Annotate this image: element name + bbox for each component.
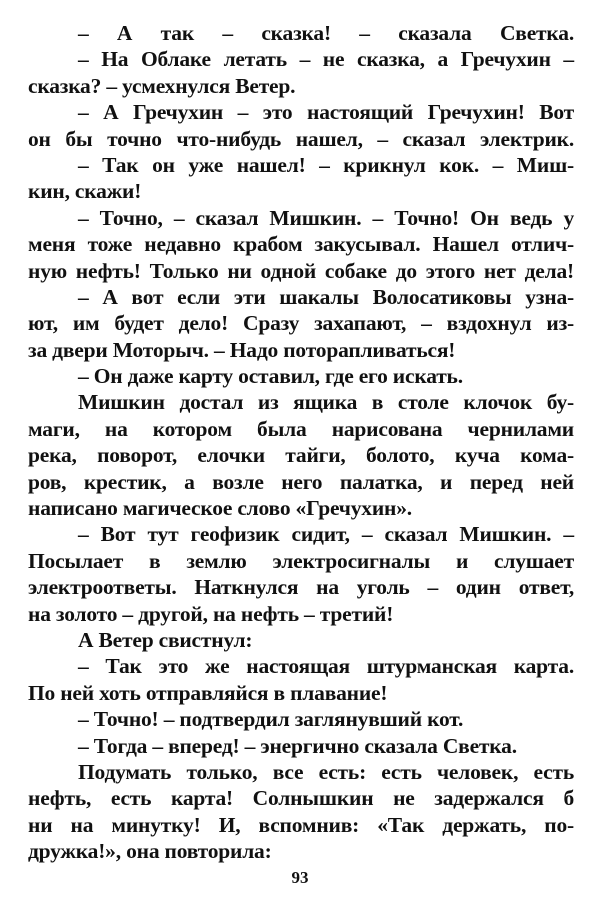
text-line: нефть, есть карта! Солнышкин не задержался б [28, 786, 574, 811]
text-line: А Ветер свистнул: [78, 627, 253, 652]
text-line: Посылает в землю электросигналы и слушает [28, 548, 574, 573]
text-line: – А Гречухин – это настоящий Гречухин! Вот [78, 100, 574, 125]
text-line: маги, на котором была нарисована чернилами [28, 416, 574, 441]
text-line: написано магическое слово «Гречухин». [28, 496, 412, 521]
page-number: 93 [291, 868, 309, 887]
text-line: кин, скажи! [28, 179, 142, 204]
text-line: – Точно! – подтвердил заглянувший кот. [78, 707, 464, 732]
text-body [28, 20, 574, 865]
text-line: на золото – другой, на нефть – третий! [28, 601, 394, 626]
text-line: дружка!», она повторила: [28, 839, 272, 864]
text-line: – А так – сказка! – сказала Светка. [78, 21, 574, 45]
text-line: – Точно, – сказал Мишкин. – Точно! Он ведь у [78, 205, 574, 230]
text-line: – Так это же настоящая штурманская карта. [78, 654, 574, 679]
text-line: – Вот тут геофизик сидит, – сказал Мишкин. – [78, 522, 574, 547]
text-line: Подумать только, все есть: есть человек, есть [78, 759, 574, 784]
text-line: – На Облаке летать – не сказка, а Гречухин – [78, 47, 574, 72]
text-line: – А вот если эти шакалы Волосатиковы узна- [78, 284, 574, 309]
text-line: меня тоже недавно крабом закусывал. Нашел отлич- [28, 232, 574, 257]
text-line: ную нефть! Только ни одной собаке до этого нет дела! [28, 258, 574, 283]
text-line: Мишкин достал из ящика в столе клочок бу- [78, 390, 574, 415]
text-line: – Он даже карту оставил, где его искать. [78, 364, 463, 389]
text-line: ни на минутку! И, вспомнив: «Так держать, по- [28, 812, 574, 837]
text-line: По ней хоть отправляйся в плавание! [28, 680, 388, 705]
text-line: сказка? – усмехнулся Ветер. [28, 73, 296, 98]
text-line: – Так он уже нашел! – крикнул кок. – Миш- [78, 152, 574, 177]
text-line: ют, им будет дело! Сразу захапают, – вздохнул из- [28, 311, 574, 336]
text-line: – Тогда – вперед! – энергично сказала Светка. [78, 733, 517, 758]
text-line: река, поворот, елочки тайги, болото, куча кома- [28, 443, 574, 468]
text-line: ров, крестик, а возле него палатка, и перед ней [28, 469, 574, 494]
text-line: за двери Моторыч. – Надо поторапливаться! [28, 337, 456, 362]
text-line: он бы точно что-нибудь нашел, – сказал электрик. [28, 126, 574, 151]
text-line: электроответы. Наткнулся на уголь – один ответ, [28, 575, 574, 600]
